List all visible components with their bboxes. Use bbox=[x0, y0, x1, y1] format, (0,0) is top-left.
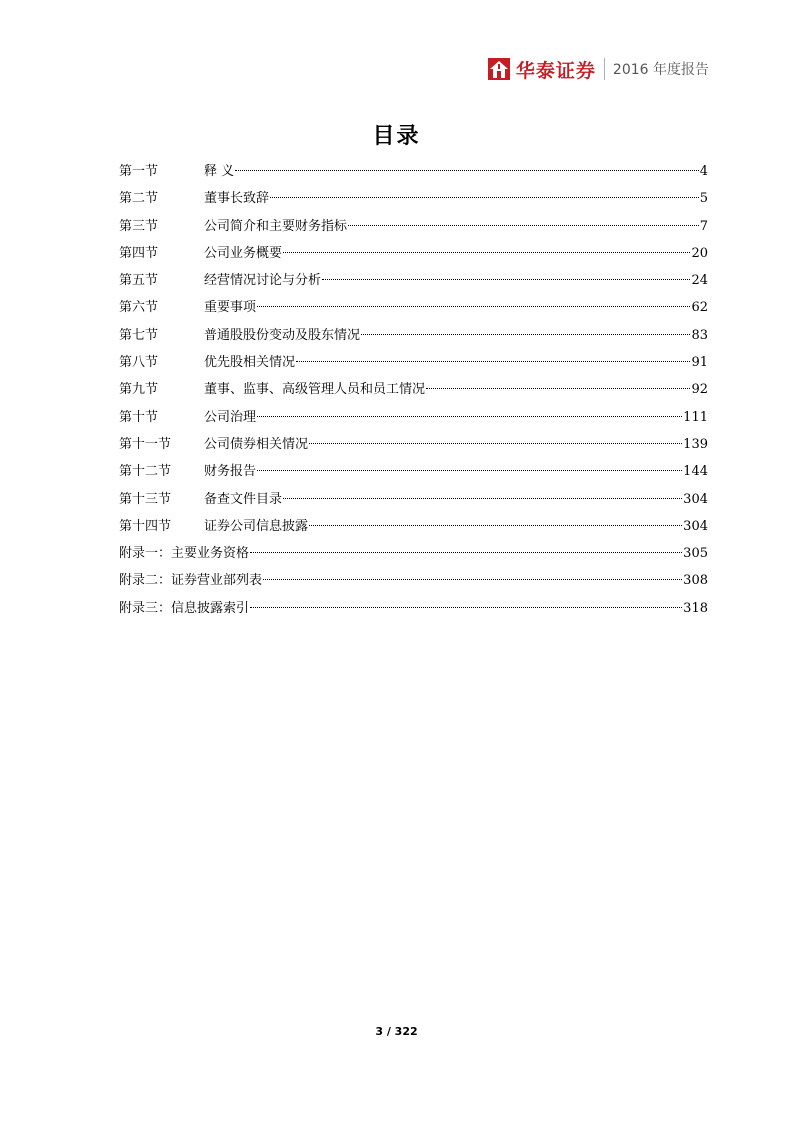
table-of-contents bbox=[119, 158, 708, 622]
toc-section-title: 备查文件目录 bbox=[204, 491, 283, 507]
toc-dot-leader bbox=[309, 443, 682, 444]
toc-section-number: 第六节 bbox=[119, 300, 159, 316]
toc-page-number: 7 bbox=[699, 218, 708, 234]
toc-section-number: 第五节 bbox=[119, 273, 159, 289]
toc-dot-leader bbox=[296, 361, 690, 362]
toc-page-number: 305 bbox=[683, 546, 708, 562]
toc-dot-leader bbox=[283, 498, 682, 499]
toc-entry[interactable] bbox=[119, 513, 708, 540]
brand-name: 华泰证券 bbox=[515, 59, 596, 82]
toc-entry[interactable] bbox=[119, 486, 708, 513]
toc-dot-leader bbox=[270, 197, 699, 198]
toc-dot-leader bbox=[257, 306, 690, 307]
toc-section-number: 第一节 bbox=[119, 164, 159, 179]
toc-section-title: 普通股股份变动及股东情况 bbox=[204, 327, 361, 343]
toc-dot-leader bbox=[250, 607, 682, 608]
toc-page-number: 4 bbox=[699, 164, 708, 179]
toc-section-title: 优先股相关情况 bbox=[204, 355, 296, 371]
toc-page-number: 144 bbox=[683, 464, 708, 480]
page-title: 目录 bbox=[372, 124, 421, 149]
toc-entry[interactable] bbox=[119, 349, 708, 376]
toc-dot-leader bbox=[426, 388, 690, 389]
toc-section-title: 公司简介和主要财务指标 bbox=[204, 218, 348, 234]
toc-section-number: 第十三节 bbox=[119, 491, 172, 507]
toc-section-title: 公司业务概要 bbox=[204, 245, 283, 261]
toc-section-number: 第十二节 bbox=[119, 464, 172, 480]
toc-page-number: 24 bbox=[691, 273, 708, 289]
toc-entry[interactable] bbox=[119, 322, 708, 349]
toc-entry[interactable] bbox=[119, 458, 708, 485]
toc-dot-leader bbox=[361, 334, 690, 335]
toc-entry[interactable] bbox=[119, 376, 708, 403]
toc-section-title: 财务报告 bbox=[204, 464, 257, 480]
toc-section-number: 第三节 bbox=[119, 218, 159, 234]
toc-page-number: 83 bbox=[691, 327, 708, 343]
toc-dot-leader bbox=[257, 470, 682, 471]
toc-dot-leader bbox=[257, 416, 682, 417]
toc-page-number: 318 bbox=[683, 600, 708, 616]
toc-entry[interactable] bbox=[119, 540, 708, 567]
toc-page-number: 139 bbox=[683, 436, 708, 452]
toc-entry[interactable] bbox=[119, 294, 708, 321]
toc-page-number: 308 bbox=[683, 573, 708, 589]
toc-dot-leader bbox=[348, 225, 699, 226]
toc-entry[interactable] bbox=[119, 213, 708, 240]
toc-section-number: 第四节 bbox=[119, 245, 159, 261]
huatai-logo-icon bbox=[488, 58, 510, 80]
toc-section-number: 第九节 bbox=[119, 382, 159, 398]
toc-section-title: 附录三：信息披露索引 bbox=[119, 600, 250, 616]
toc-section-number: 第十节 bbox=[119, 409, 159, 425]
toc-section-title: 公司债券相关情况 bbox=[204, 436, 309, 452]
report-header bbox=[488, 52, 709, 86]
toc-entry[interactable] bbox=[119, 240, 708, 267]
toc-page-number: 111 bbox=[683, 409, 708, 425]
toc-page-number: 304 bbox=[683, 518, 708, 534]
report-label: 2016 年度报告 bbox=[612, 62, 709, 78]
toc-section-title: 附录二：证券营业部列表 bbox=[119, 573, 263, 589]
toc-dot-leader bbox=[250, 552, 682, 553]
toc-entry[interactable] bbox=[119, 185, 708, 212]
toc-section-title: 附录一：主要业务资格 bbox=[119, 546, 250, 562]
toc-page-number: 91 bbox=[691, 355, 708, 371]
toc-section-title: 公司治理 bbox=[204, 409, 257, 425]
toc-section-title: 董事、监事、高级管理人员和员工情况 bbox=[204, 382, 426, 398]
header-divider bbox=[604, 58, 605, 80]
toc-section-number: 第二节 bbox=[119, 191, 159, 207]
toc-section-title: 证券公司信息披露 bbox=[204, 518, 309, 534]
toc-section-title: 董事长致辞 bbox=[204, 191, 270, 207]
toc-entry[interactable] bbox=[119, 267, 708, 294]
toc-section-title: 重要事项 bbox=[204, 300, 257, 316]
toc-dot-leader bbox=[235, 170, 699, 171]
toc-section-title: 经营情况讨论与分析 bbox=[204, 273, 322, 289]
toc-page-number: 20 bbox=[691, 245, 708, 261]
page-number: 3 / 322 bbox=[375, 1025, 418, 1038]
toc-dot-leader bbox=[283, 252, 690, 253]
toc-section-number: 第八节 bbox=[119, 355, 159, 371]
toc-entry[interactable] bbox=[119, 567, 708, 594]
toc-dot-leader bbox=[309, 525, 682, 526]
toc-section-number: 第十四节 bbox=[119, 518, 172, 534]
toc-section-title: 释 义 bbox=[204, 164, 235, 179]
toc-entry[interactable] bbox=[119, 595, 708, 622]
toc-section-number: 第七节 bbox=[119, 327, 159, 343]
toc-entry[interactable] bbox=[119, 404, 708, 431]
toc-entry[interactable] bbox=[119, 158, 708, 185]
toc-page-number: 304 bbox=[683, 491, 708, 507]
toc-page-number: 92 bbox=[691, 382, 708, 398]
toc-page-number: 62 bbox=[691, 300, 708, 316]
toc-dot-leader bbox=[322, 279, 690, 280]
toc-dot-leader bbox=[263, 579, 682, 580]
toc-entry[interactable] bbox=[119, 431, 708, 458]
toc-section-number: 第十一节 bbox=[119, 436, 172, 452]
toc-page-number: 5 bbox=[699, 191, 708, 207]
